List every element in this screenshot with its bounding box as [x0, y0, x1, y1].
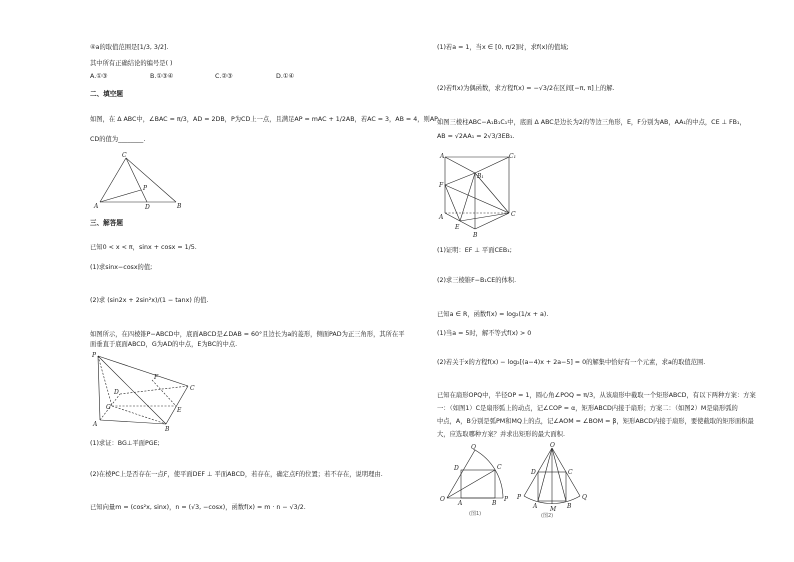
- fig5-label-q: Q: [582, 494, 587, 501]
- fig4-label-c: C: [497, 464, 502, 471]
- question-18-part2: (2)在棱PC上是否存在一点F，使平面DEF ⊥ 平面ABCD，若存在，确定点F的位置；若不存在，说明理由.: [90, 471, 383, 478]
- fig1-label-a: A: [94, 203, 99, 210]
- fig3-label-b: B: [473, 232, 478, 239]
- question-18-line2: 面垂直于底面ABCD，G为AD的中点，E为BC的中点.: [90, 341, 238, 348]
- prism-figure: [437, 149, 527, 237]
- fig4-caption: (图1): [469, 511, 482, 517]
- question-22-line1: 已知在扇形OPQ中，半径OP = 1，圆心角∠POQ = π/3，从该扇形中截取一个矩形ABCD，有以下两种方案：方案: [437, 392, 756, 399]
- question-19-part2: (2)若f(x)为偶函数，求方程f(x) = −√3/2在区间[−π, π]上的解.: [437, 85, 615, 92]
- fig4-label-a: A: [458, 500, 463, 507]
- fig5-label-m: M: [550, 506, 557, 513]
- fig5-label-p: P: [517, 494, 522, 501]
- fig2-label-a: A: [93, 421, 98, 428]
- fig3-label-a1: A: [440, 153, 445, 160]
- fig2-label-d: D: [114, 389, 119, 396]
- fig4-label-o: O: [440, 496, 445, 503]
- question-20-part2: (2)求三棱锥F−B₁CE的体积.: [437, 277, 517, 284]
- question-18-part1: (1)求证：BG⊥平面PGE;: [90, 440, 160, 447]
- fig1-label-d: D: [145, 204, 150, 211]
- fig5-label-o: O: [550, 442, 555, 449]
- question-21-part1: (1)当a = 5时，解不等式f(x) > 0: [437, 330, 532, 337]
- fig4-label-q: Q: [471, 444, 476, 451]
- fig5-caption: (图2): [541, 513, 554, 519]
- question-correct-statements: 其中所有正确结论的编号是( ): [90, 60, 173, 67]
- fig5-label-a: A: [533, 503, 538, 510]
- question-18: 如图所示，在四棱锥P−ABCD中，底面ABCD是∠DAB = 60°且边长为a的菱形，侧面PAD为正三角形，其所在平: [90, 331, 405, 338]
- fig3-label-e: E: [455, 224, 460, 231]
- choice-c: C.②③: [215, 73, 233, 80]
- triangle-figure: [90, 150, 190, 212]
- question-22-line3: 中点，A，B分别是弧PM和MQ上的点，记∠AOM = ∠BOM = β，矩形ABCD内接于扇形，要使截取的矩形面积最: [437, 418, 754, 425]
- fig5-label-c: C: [568, 469, 573, 476]
- fill-question-1-line2: CD的值为________.: [90, 136, 146, 143]
- question-21: 已知a ∈ R，函数f(x) = log₂(1/x + a).: [437, 311, 549, 318]
- question-20: 如图三棱柱ABC−A₁B₁C₁中，底面 Δ ABC是边长为2的等边三角形，E，F分别为AB，AA₁的中点，CE ⊥ FB₁，: [437, 119, 746, 126]
- choice-d: D.①④: [276, 73, 295, 80]
- sector-figure-2: [512, 442, 592, 518]
- question-19: 已知向量m = (cos²x, sinx)，n = (√3, −cosx)，函数f(x) = m · n − √3/2.: [90, 504, 306, 511]
- choice-b: B.①③④: [150, 73, 174, 80]
- fig3-label-b1: B₁: [477, 173, 484, 180]
- fig5-label-b: B: [567, 503, 572, 510]
- fig2-label-b: B: [165, 426, 170, 433]
- fig2-label-e: E: [177, 407, 182, 414]
- sector-figure-1: [437, 442, 517, 518]
- question-22-line2: 一：（如图1）C是扇形弧上的动点，记∠COP = α，矩形ABCD内接于扇形；方案二：（如图2）M是扇形弧的: [437, 405, 738, 412]
- fill-question-1: 如图，在 Δ ABC中，∠BAC = π/3，AD = 2DB，P为CD上一点，且满足AP = mAC + 1/2AB，若AC = 3，AB = 4，则AP ·: [90, 116, 442, 123]
- question-range: ④a的取值范围是[1/3, 3/2].: [90, 44, 169, 51]
- question-17-part2: (2)求 (sin2x + 2sin²x)/(1 − tanx) 的值.: [90, 297, 209, 304]
- fig3-label-c: C: [511, 211, 516, 218]
- fig3-label-a: A: [439, 214, 444, 221]
- question-17-part1: (1)求sinx−cosx的值;: [90, 264, 153, 271]
- question-21-part2: (2)若关于x的方程f(x) − log₂[(a−4)x + 2a−5] = 0的解集中恰好有一个元素，求a的取值范围.: [437, 359, 706, 366]
- fig5-label-d: D: [531, 469, 536, 476]
- fig1-label-b: B: [177, 203, 182, 210]
- fig2-label-g: G: [106, 404, 111, 411]
- fig2-label-f: F: [154, 374, 159, 381]
- question-17: 已知0 < x < π，sinx + cosx = 1/5.: [90, 244, 197, 251]
- fig2-label-c: C: [190, 385, 195, 392]
- fig1-label-c: C: [122, 152, 127, 159]
- fig4-label-b: B: [492, 500, 497, 507]
- fig4-label-p: P: [504, 496, 509, 503]
- fig3-label-c1: C₁: [509, 153, 516, 160]
- pyramid-figure: [90, 350, 200, 432]
- fig2-label-p: P: [92, 352, 97, 359]
- question-20-part1: (1)证明：EF ⊥ 平面CEB₁;: [437, 247, 512, 254]
- section-answer-header: 三、解答题: [90, 219, 123, 227]
- section-fill-header: 二、填空题: [90, 90, 123, 98]
- choice-a: A.①③: [90, 73, 108, 80]
- question-20-line2: AB = √2AA₁ = 2√3/3EB₁.: [437, 133, 515, 140]
- fig3-label-f: F: [439, 182, 444, 189]
- fig1-label-p: P: [143, 185, 148, 192]
- fig4-label-d: D: [454, 465, 459, 472]
- question-22-line4: 大，应选取哪种方案？并求出矩形的最大面积.: [437, 431, 565, 438]
- question-19-part1: (1)若a = 1，当x ∈ [0, π/2]时，求f(x)的值域;: [437, 44, 569, 51]
